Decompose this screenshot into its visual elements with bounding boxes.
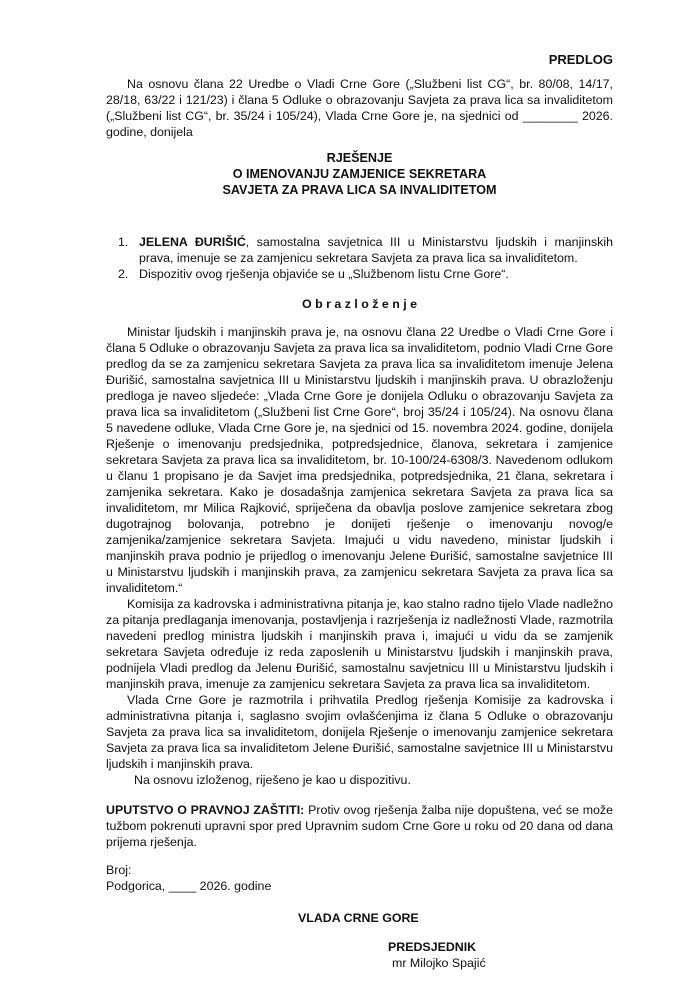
decision-item: 2. Dispozitiv ovog rješenja objaviće se u „Službenom listu Crne Gore“. (118, 267, 509, 281)
reasoning-paragraph: Vlada Crne Gore je razmotrila i prihvatila Predlog rješenja Komisije za kadrovska i administrativna pitanja i, saglasno svojim ovlašćenjima iz člana 5 Odluke o obrazovanju Savjeta za prava lica sa invaliditetom, donijela Rješenje o imenovanju zamjenice sekretara Savjeta za prava lica sa invaliditetom Jelene Đurišić, samostalne savjetnice III u Ministarstvu ljudskih i manjinskih prava. (106, 693, 613, 771)
reasoning-paragraph: Na osnovu izloženog, riješeno je kao u dispozitivu. (134, 773, 411, 787)
document-number: Broj: (106, 863, 132, 877)
title-line-3: SAVJETA ZA PRAVA LICA SA INVALIDITETOM (222, 183, 497, 197)
decision-list (106, 234, 613, 282)
signatory-name: mr Milojko Spajić (392, 956, 486, 970)
title-line-2: O IMENOVANJU ZAMJENICE SEKRETARA (232, 167, 487, 181)
intro-paragraph: Na osnovu člana 22 Uredbe o Vladi Crne Gore („Službeni list CG“, br. 80/08, 14/17, 28/18, 63/22 i 121/23) i člana 5 Odluke o obrazovanju Savjeta za prava lica sa invaliditetom („Službeni list CG“, br. 35/24 i 105/24), Vlada Crne Gore je, na sjednici od ________ 2026. godine, donijela (106, 77, 613, 139)
reasoning-heading: O b r a z l o ž e n j e (302, 297, 417, 311)
place-date: Podgorica, ____ 2026. godine (106, 879, 272, 893)
government-name: VLADA CRNE GORE (298, 911, 419, 925)
legal-remedy-note: UPUTSTVO O PRAVNOJ ZAŠTITI: Protiv ovog rješenja žalba nije dopuštena, već se može tužbom pokrenuti upravni spor pred Upravnim sudom Crne Gore u roku od 20 dana od dana prijema rješenja. (106, 803, 614, 849)
appointee-name: JELENA ĐURIŠIĆ (139, 235, 246, 249)
title-line-1: RJEŠENJE (326, 151, 393, 165)
reasoning-paragraph: Ministar ljudskih i manjinskih prava je, na osnovu člana 22 Uredbe o Vladi Crne Gore i člana 5 Odluke o obrazovanju Savjeta za prava lica sa invaliditetom, podnio Vladi Crne Gore predlog da se za zamjenicu sekretara Savjeta za prava lica sa invaliditetom imenuje Jelena Đurišić, samostalna savjetnica III u Ministarstvu ljudskih i manjinskih prava. U obrazloženju predloga je naveo sljedeće: „Vlada Crne Gore je donijela Odluku o obrazovanju Savjeta za prava lica sa invaliditetom („Službeni list Crne Gore“, broj 35/24 i 105/24). Na osnovu člana 5 navedene odluke, Vlada Crne Gore je, na sjednici od 15. novembra 2024. godine, donijela Rješenje o imenovanju predsjednika, potpredsjednice, članova, sekretara i zamjenice sekretara Savjeta za prava lica sa invaliditetom, br. 10-100/24-6308/3. Navedenom odlukom u članu 1 propisano je da Savjet ima predsjednika, potpredsjednika, 21 člana, sekretara i zamjenika sekretara. Kako je dosadašnja zamjenica sekretara Savjeta za prava lica sa invaliditetom, mr Milica Rajković, spriječena da obavlja poslove zamjenice sekretara zbog dugotrajnog bolovanja, potrebno je donijeti rješenje o imenovanju novog/e zamjenika/zamjenice sekretara Savjeta. Imajući u vidu navedeno, ministar ljudskih i manjinskih prava podnio je prijedlog o imenovanju Jelene Đurišić, samostalne savjetnice III u Ministarstvu ljudskih i manjinskih prava, za zamjenicu sekretara Savjeta za prava lica sa invaliditetom.“ (106, 325, 613, 595)
proposal-label: PREDLOG (548, 52, 613, 67)
reasoning-paragraph: Komisija za kadrovska i administrativna pitanja je, kao stalno radno tijelo Vlade nadležno za pitanja predlaganja imenovanja, postavljenja i razrješenja iz nadležnosti Vlade, razmotrila navedeni predlog ministra ljudskih i manjinskih prava i, imajući u vidu da se zamjenik sekretara Savjeta određuje iz reda zaposlenih u Ministarstvu ljudskih i manjinskih prava, podnijela Vladi predlog da Jelenu Đurišić, samostalnu savjetnicu III u Ministarstvu ljudskih i manjinskih prava, imenuje za zamjenicu sekretara Savjeta za prava lica sa invaliditetom. (106, 597, 613, 691)
reasoning-body (106, 324, 613, 788)
decision-item: 1. JELENA ĐURIŠIĆ, samostalna savjetnica III u Ministarstvu ljudskih i manjinskih prava, imenuje se za zamjenicu sekretara Savjeta za prava lica sa invaliditetom. (118, 235, 614, 265)
document-title (106, 150, 613, 198)
signatory-role: PREDSJEDNIK (388, 940, 477, 954)
